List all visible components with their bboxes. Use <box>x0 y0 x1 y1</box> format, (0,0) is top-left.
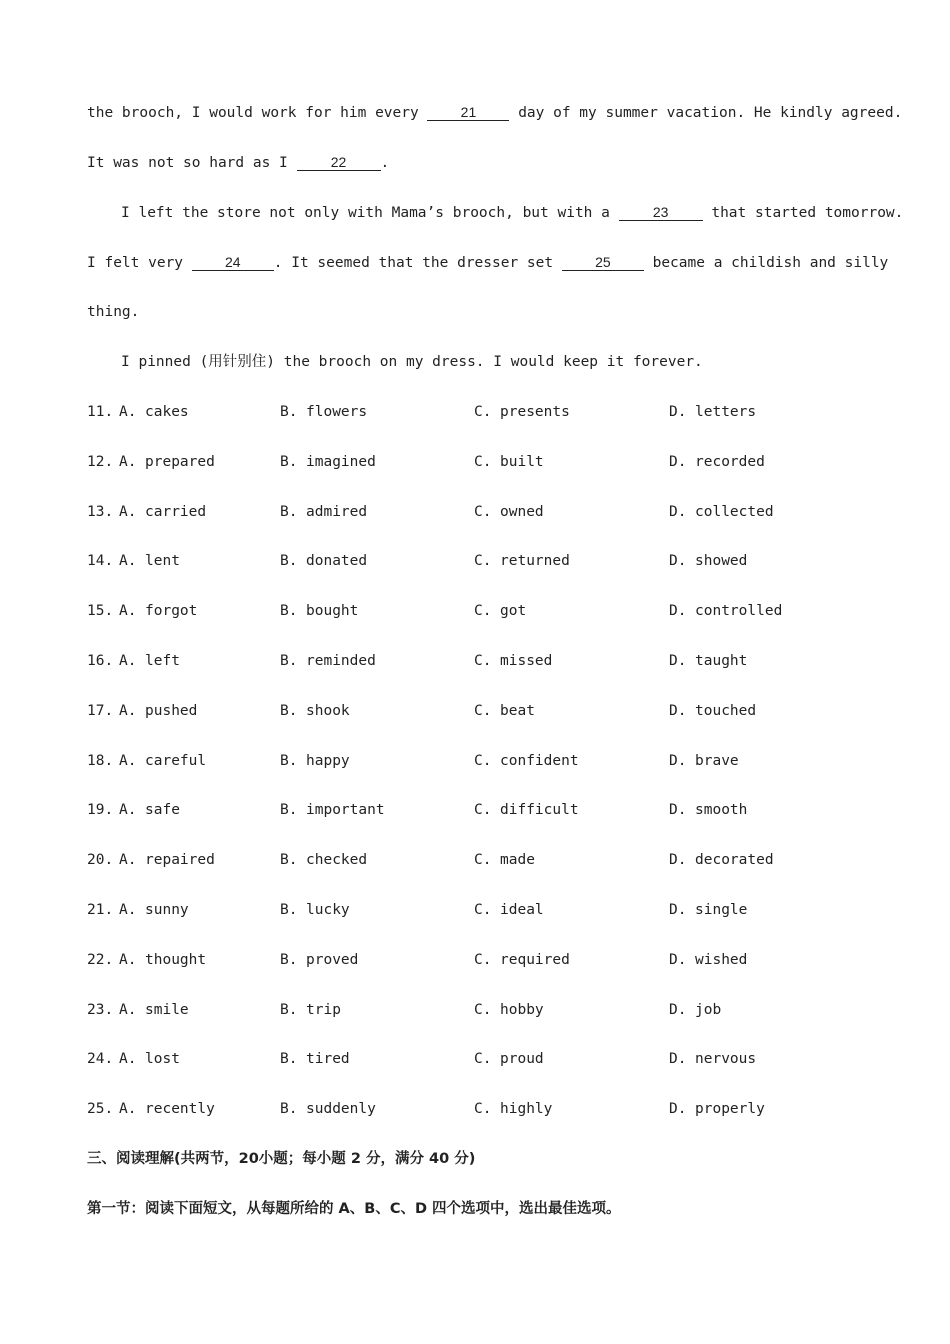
passage-line-2 <box>87 153 389 173</box>
option-d <box>669 1000 721 1020</box>
option-c <box>474 950 570 970</box>
option-text: repaired <box>145 852 215 868</box>
option-a <box>119 402 189 422</box>
option-a <box>119 1000 189 1020</box>
option-text: showed <box>695 553 748 569</box>
option-text: tired <box>306 1051 350 1067</box>
option-a <box>119 800 180 820</box>
option-letter: C. <box>474 1051 492 1067</box>
option-letter: D. <box>669 653 687 669</box>
option-text: ideal <box>500 902 544 918</box>
option-a <box>119 452 215 472</box>
option-letter: B. <box>280 852 298 868</box>
passage-text: . It seemed that the dresser set <box>273 255 562 271</box>
option-letter: D. <box>669 454 687 470</box>
option-letter: D. <box>669 603 687 619</box>
question-number: 22. <box>87 952 114 968</box>
option-b <box>280 1099 376 1119</box>
option-text: wished <box>695 952 748 968</box>
option-text: properly <box>695 1101 765 1117</box>
option-b <box>280 1049 350 1069</box>
option-c <box>474 850 535 870</box>
option-letter: A. <box>119 653 137 669</box>
option-c <box>474 1099 552 1119</box>
option-letter: C. <box>474 653 492 669</box>
option-d <box>669 950 747 970</box>
option-text: got <box>500 603 527 619</box>
blank-22: 22 <box>297 154 381 171</box>
question-number: 18. <box>87 753 114 769</box>
passage-text: . <box>380 155 390 171</box>
option-letter: A. <box>119 802 137 818</box>
option-text: cakes <box>145 404 189 420</box>
option-letter: B. <box>280 653 298 669</box>
option-letter: C. <box>474 553 492 569</box>
passage-line-1 <box>87 103 903 123</box>
option-a <box>119 651 180 671</box>
passage-text: I felt very <box>87 255 192 271</box>
option-text: prepared <box>145 454 215 470</box>
option-c <box>474 900 544 920</box>
option-text: single <box>695 902 748 918</box>
option-text: left <box>145 653 180 669</box>
option-text: pushed <box>145 703 198 719</box>
option-letter: C. <box>474 852 492 868</box>
question-number: 21. <box>87 902 114 918</box>
option-b <box>280 502 367 522</box>
option-b <box>280 950 358 970</box>
option-letter: D. <box>669 504 687 520</box>
option-letter: D. <box>669 802 687 818</box>
option-c <box>474 701 535 721</box>
option-letter: B. <box>280 1101 298 1117</box>
option-text: hobby <box>500 1002 544 1018</box>
question-number: 11. <box>87 404 114 420</box>
option-d <box>669 601 782 621</box>
option-letter: B. <box>280 753 298 769</box>
question-number: 16. <box>87 653 114 669</box>
question-number: 17. <box>87 703 114 719</box>
option-text: proud <box>500 1051 544 1067</box>
option-b <box>280 800 385 820</box>
option-text: suddenly <box>306 1101 376 1117</box>
option-letter: A. <box>119 504 137 520</box>
option-text: flowers <box>306 404 368 420</box>
option-letter: D. <box>669 553 687 569</box>
option-text: recently <box>145 1101 215 1117</box>
option-letter: C. <box>474 454 492 470</box>
option-letter: B. <box>280 1051 298 1067</box>
option-letter: C. <box>474 703 492 719</box>
option-letter: D. <box>669 404 687 420</box>
option-letter: D. <box>669 753 687 769</box>
option-letter: B. <box>280 952 298 968</box>
option-letter: C. <box>474 753 492 769</box>
option-b <box>280 751 350 771</box>
option-text: happy <box>306 753 350 769</box>
option-a <box>119 701 197 721</box>
passage-text: It was not so hard as I <box>87 155 297 171</box>
option-letter: C. <box>474 952 492 968</box>
option-text: careful <box>145 753 207 769</box>
question-number: 24. <box>87 1051 114 1067</box>
option-c <box>474 1000 544 1020</box>
option-letter: A. <box>119 603 137 619</box>
option-text: proved <box>306 952 359 968</box>
option-letter: B. <box>280 703 298 719</box>
option-text: required <box>500 952 570 968</box>
option-letter: A. <box>119 1051 137 1067</box>
passage-line-6: I pinned (用针别住) the brooch on my dress. I would keep it forever. <box>121 354 703 370</box>
option-text: lucky <box>306 902 350 918</box>
option-letter: B. <box>280 603 298 619</box>
option-letter: D. <box>669 852 687 868</box>
option-c <box>474 402 570 422</box>
option-letter: B. <box>280 1002 298 1018</box>
passage-text: day of my summer vacation. He kindly agreed. <box>509 105 903 121</box>
option-d <box>669 850 774 870</box>
option-b <box>280 402 367 422</box>
option-b <box>280 452 376 472</box>
option-text: imagined <box>306 454 376 470</box>
option-letter: C. <box>474 603 492 619</box>
option-letter: A. <box>119 1101 137 1117</box>
option-d <box>669 502 774 522</box>
option-text: reminded <box>306 653 376 669</box>
option-letter: B. <box>280 802 298 818</box>
option-letter: B. <box>280 504 298 520</box>
option-text: shook <box>306 703 350 719</box>
option-letter: C. <box>474 902 492 918</box>
option-letter: B. <box>280 454 298 470</box>
option-text: letters <box>695 404 757 420</box>
option-text: missed <box>500 653 553 669</box>
option-text: difficult <box>500 802 579 818</box>
passage-text: the brooch, I would work for him every <box>87 105 428 121</box>
option-letter: A. <box>119 404 137 420</box>
question-number: 13. <box>87 504 114 520</box>
option-text: job <box>695 1002 722 1018</box>
option-text: smooth <box>695 802 748 818</box>
option-c <box>474 601 526 621</box>
option-text: donated <box>306 553 368 569</box>
option-b <box>280 601 358 621</box>
option-d <box>669 1049 756 1069</box>
option-text: presents <box>500 404 570 420</box>
option-text: forgot <box>145 603 198 619</box>
passage-text: became a childish and silly <box>643 255 889 271</box>
option-d <box>669 701 756 721</box>
option-c <box>474 800 579 820</box>
option-d <box>669 651 747 671</box>
option-c <box>474 502 544 522</box>
option-text: lost <box>145 1051 180 1067</box>
option-text: smile <box>145 1002 189 1018</box>
option-text: important <box>306 802 385 818</box>
option-letter: D. <box>669 703 687 719</box>
option-text: carried <box>145 504 207 520</box>
option-text: decorated <box>695 852 774 868</box>
option-text: owned <box>500 504 544 520</box>
option-b <box>280 651 376 671</box>
option-b <box>280 701 350 721</box>
passage-text: I left the store not only with Mama’s brooch, but with a <box>121 205 619 221</box>
option-text: beat <box>500 703 535 719</box>
option-c <box>474 751 579 771</box>
option-d <box>669 402 756 422</box>
question-number: 19. <box>87 802 114 818</box>
blank-21: 21 <box>427 104 509 121</box>
option-text: admired <box>306 504 368 520</box>
option-letter: A. <box>119 852 137 868</box>
question-number: 25. <box>87 1101 114 1117</box>
blank-24: 24 <box>192 254 274 271</box>
option-letter: C. <box>474 504 492 520</box>
blank-23: 23 <box>619 204 703 221</box>
option-text: lent <box>145 553 180 569</box>
option-d <box>669 900 747 920</box>
question-number: 15. <box>87 603 114 619</box>
passage-line-5: thing. <box>87 304 140 320</box>
option-letter: C. <box>474 1002 492 1018</box>
option-c <box>474 651 552 671</box>
option-d <box>669 751 739 771</box>
option-a <box>119 551 180 571</box>
option-letter: A. <box>119 1002 137 1018</box>
option-letter: C. <box>474 1101 492 1117</box>
question-number: 14. <box>87 553 114 569</box>
option-d <box>669 551 747 571</box>
option-letter: C. <box>474 404 492 420</box>
option-a <box>119 751 206 771</box>
option-text: recorded <box>695 454 765 470</box>
option-letter: C. <box>474 802 492 818</box>
option-letter: D. <box>669 1002 687 1018</box>
option-text: brave <box>695 753 739 769</box>
option-letter: A. <box>119 753 137 769</box>
option-letter: B. <box>280 902 298 918</box>
option-b <box>280 1000 341 1020</box>
option-text: touched <box>695 703 757 719</box>
option-a <box>119 601 197 621</box>
passage-line-4 <box>87 253 889 273</box>
option-letter: A. <box>119 553 137 569</box>
option-c <box>474 452 544 472</box>
option-a <box>119 850 215 870</box>
option-d <box>669 800 747 820</box>
option-a <box>119 950 206 970</box>
option-d <box>669 1099 765 1119</box>
option-letter: A. <box>119 454 137 470</box>
option-c <box>474 551 570 571</box>
option-a <box>119 1099 215 1119</box>
option-text: confident <box>500 753 579 769</box>
option-letter: A. <box>119 952 137 968</box>
option-text: built <box>500 454 544 470</box>
option-d <box>669 452 765 472</box>
option-b <box>280 900 350 920</box>
passage-line-3 <box>121 203 904 223</box>
option-text: sunny <box>145 902 189 918</box>
option-text: safe <box>145 802 180 818</box>
blank-25: 25 <box>562 254 644 271</box>
option-text: highly <box>500 1101 553 1117</box>
subsection-heading: 第一节：阅读下面短文，从每题所给的 A、B、C、D 四个选项中，选出最佳选项。 <box>87 1201 621 1217</box>
option-letter: B. <box>280 553 298 569</box>
passage-text: that started tomorrow. <box>702 205 904 221</box>
option-b <box>280 850 367 870</box>
section-heading: 三、阅读理解(共两节，20小题；每小题 2 分，满分 40 分) <box>87 1151 476 1167</box>
option-letter: B. <box>280 404 298 420</box>
option-c <box>474 1049 544 1069</box>
option-text: checked <box>306 852 368 868</box>
option-text: controlled <box>695 603 783 619</box>
option-text: thought <box>145 952 207 968</box>
option-letter: A. <box>119 703 137 719</box>
question-number: 23. <box>87 1002 114 1018</box>
question-number: 20. <box>87 852 114 868</box>
option-letter: A. <box>119 902 137 918</box>
option-letter: D. <box>669 902 687 918</box>
option-letter: D. <box>669 1051 687 1067</box>
option-text: trip <box>306 1002 341 1018</box>
option-text: collected <box>695 504 774 520</box>
option-text: taught <box>695 653 748 669</box>
option-a <box>119 900 189 920</box>
option-a <box>119 502 206 522</box>
option-text: bought <box>306 603 359 619</box>
option-text: nervous <box>695 1051 757 1067</box>
option-letter: D. <box>669 952 687 968</box>
option-text: made <box>500 852 535 868</box>
option-a <box>119 1049 180 1069</box>
option-text: returned <box>500 553 570 569</box>
question-number: 12. <box>87 454 114 470</box>
option-b <box>280 551 367 571</box>
option-letter: D. <box>669 1101 687 1117</box>
